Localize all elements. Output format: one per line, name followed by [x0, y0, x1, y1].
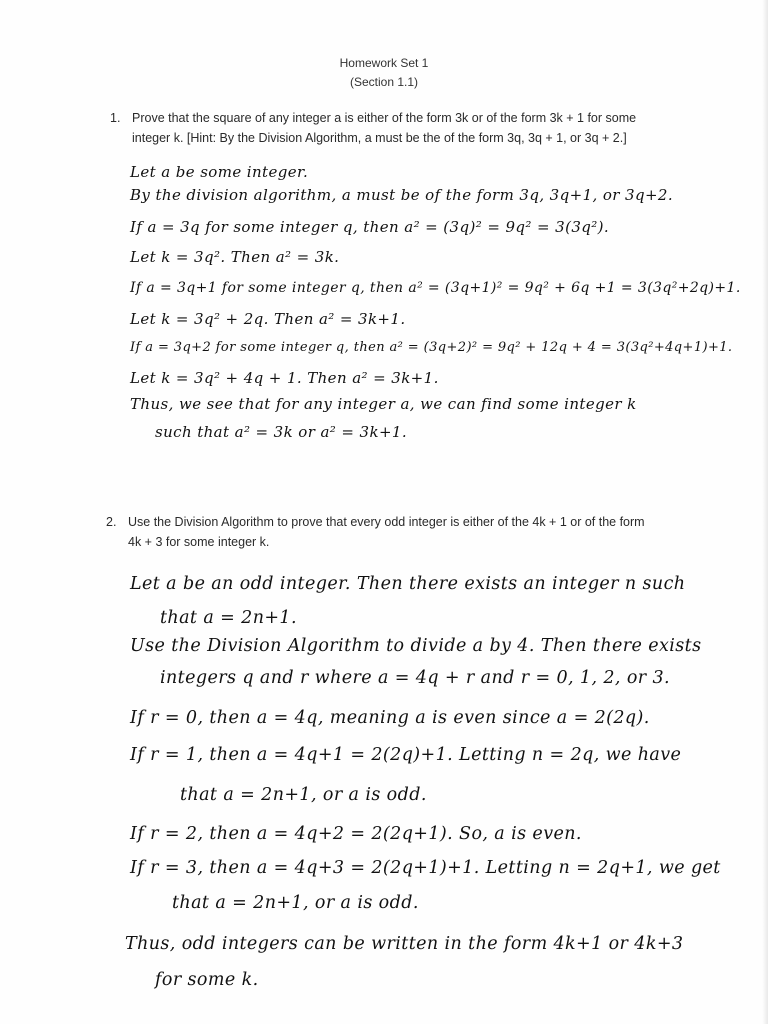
problem-2-statement — [106, 512, 726, 556]
homework-title: Homework Set 1 — [339, 56, 429, 70]
solution-1-line: If a = 3q for some integer q, then a² = (3q)² = 9q² = 3(3q²). — [130, 218, 610, 236]
problem-1-statement — [110, 108, 730, 152]
solution-2-line: that a = 2n+1, or a is odd. — [180, 785, 427, 805]
solution-1-line: If a = 3q+1 for some integer q, then a² = (3q+1)² = 9q² + 6q +1 = 3(3q²+2q)+1. — [130, 280, 741, 296]
solution-1-line: Let k = 3q² + 4q + 1. Then a² = 3k+1. — [130, 369, 439, 387]
solution-2-line: Use the Division Algorithm to divide a by 4. Then there exists — [130, 636, 702, 656]
solution-2-line: If r = 2, then a = 4q+2 = 2(2q+1). So, a is even. — [130, 824, 582, 844]
solution-2-line: Let a be an odd integer. Then there exists an integer n such — [130, 574, 686, 594]
solution-1-line: Let k = 3q² + 2q. Then a² = 3k+1. — [130, 310, 406, 328]
solution-1-line: Thus, we see that for any integer a, we can find some integer k — [130, 395, 637, 413]
solution-2-line: integers q and r where a = 4q + r and r = 0, 1, 2, or 3. — [160, 668, 671, 688]
problem-2-number: 2. — [106, 515, 117, 529]
solution-2-line: that a = 2n+1, or a is odd. — [172, 893, 419, 913]
solution-2-line: that a = 2n+1. — [160, 608, 297, 628]
solution-1-line: Let a be some integer. — [130, 163, 309, 181]
solution-2-line: Thus, odd integers can be written in the form 4k+1 or 4k+3 — [125, 934, 684, 954]
problem-1-line-1: Prove that the square of any integer a is either of the form 3k or of the form 3k + 1 for some — [132, 111, 637, 125]
solution-2-line: If r = 1, then a = 4q+1 = 2(2q)+1. Letting n = 2q, we have — [130, 745, 682, 765]
solution-2-line: for some k. — [155, 970, 259, 990]
solution-2-line: If r = 0, then a = 4q, meaning a is even since a = 2(2q). — [130, 708, 650, 728]
problem-2-line-1: Use the Division Algorithm to prove that every odd integer is either of the 4k + 1 or of the form — [128, 515, 645, 529]
problem-1-number: 1. — [110, 111, 121, 125]
solution-2-line: If r = 3, then a = 4q+3 = 2(2q+1)+1. Letting n = 2q+1, we get — [130, 858, 721, 878]
solution-1-line: By the division algorithm, a must be of the form 3q, 3q+1, or 3q+2. — [130, 186, 674, 204]
solution-1-line: If a = 3q+2 for some integer q, then a² = (3q+2)² = 9q² + 12q + 4 = 3(3q²+4q+1)+1. — [130, 340, 733, 355]
solution-1-line: such that a² = 3k or a² = 3k+1. — [155, 423, 408, 441]
page-edge-shadow — [762, 0, 768, 1024]
problem-1-line-2: integer k. [Hint: By the Division Algorithm, a must be the of the form 3q, 3q + 1, or 3q + 2.] — [132, 131, 627, 145]
solution-1-line: Let k = 3q². Then a² = 3k. — [130, 248, 340, 266]
homework-section: (Section 1.1) — [349, 75, 419, 89]
problem-2-line-2: 4k + 3 for some integer k. — [128, 535, 270, 549]
